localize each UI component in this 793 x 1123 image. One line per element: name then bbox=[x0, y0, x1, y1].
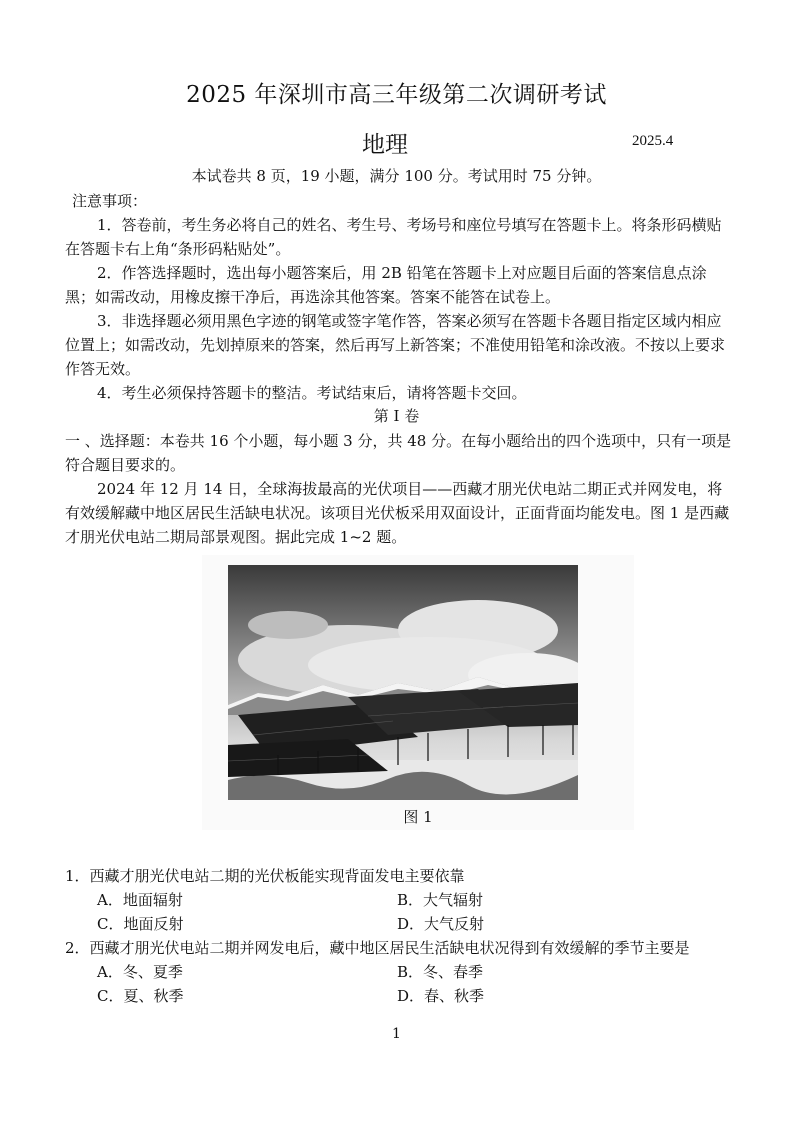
figure-caption: 图 1 bbox=[403, 808, 433, 826]
q2-option-a: A．冬、夏季 bbox=[97, 963, 183, 981]
exam-info: 本试卷共 8 页，19 小题，满分 100 分。考试用时 75 分钟。 bbox=[191, 167, 602, 185]
passage-text: 2024 年 12 月 14 日，全球海拔最高的光伏项目——西藏才朋光伏电站二期正式并网发电，将有效缓解藏中地区居民生活缺电状况。该项目光伏板采用双面设计，正面背面均能发电。图 1 是西藏才朋光伏电站二期局部景观图。据此完成 1~2 题。 bbox=[65, 480, 730, 546]
part-label: 第 I 卷 bbox=[373, 407, 420, 425]
q2-option-b: B．冬、春季 bbox=[397, 963, 484, 981]
note-item-2: 2．作答选择题时，选出每小题答案后，用 2B 铅笔在答题卡上对应题目后面的答案信息点涂黑；如需改动，用橡皮擦干净后，再选涂其他答案。答案不能答在试卷上。 bbox=[65, 264, 707, 306]
q1-option-a: A．地面辐射 bbox=[97, 891, 183, 909]
question-1-stem: 1．西藏才朋光伏电站二期的光伏板能实现背面发电主要依靠 bbox=[65, 867, 465, 885]
page-number: 1 bbox=[392, 1026, 401, 1042]
figure-1 bbox=[202, 555, 634, 830]
question-2-stem: 2．西藏才朋光伏电站二期并网发电后，藏中地区居民生活缺电状况得到有效缓解的季节主要是 bbox=[65, 939, 690, 957]
q1-option-b: B．大气辐射 bbox=[397, 891, 484, 909]
notes-heading: 注意事项： bbox=[72, 192, 148, 210]
q2-option-d: D．春、秋季 bbox=[397, 987, 485, 1005]
q1-option-d: D．大气反射 bbox=[397, 915, 485, 933]
note-item-4: 4．考生必须保持答题卡的整洁。考试结束后，请将答题卡交回。 bbox=[97, 384, 527, 402]
exam-date: 2025.4 bbox=[632, 133, 674, 149]
q2-option-c: C．夏、秋季 bbox=[97, 987, 184, 1005]
note-item-1: 1．答卷前，考生务必将自己的姓名、考生号、考场号和座位号填写在答题卡上。将条形码横贴在答题卡右上角“条形码粘贴处”。 bbox=[65, 216, 722, 258]
solar-plant-photo bbox=[228, 565, 578, 800]
section-heading: 一 、选择题：本卷共 16 个小题，每小题 3 分，共 48 分。在每小题给出的四个选项中，只有一项是符合题目要求的。 bbox=[65, 432, 732, 474]
q1-option-c: C．地面反射 bbox=[97, 915, 184, 933]
subject-title: 地理 bbox=[362, 132, 408, 158]
note-item-3: 3．非选择题必须用黑色字迹的钢笔或签字笔作答，答案必须写在答题卡各题目指定区域内相应位置上；如需改动，先划掉原来的答案，然后再写上新答案；不准使用铅笔和涂改液。不按以上要求作答无效。 bbox=[65, 312, 726, 378]
exam-title: 2025 年深圳市高三年级第二次调研考试 bbox=[186, 82, 607, 108]
